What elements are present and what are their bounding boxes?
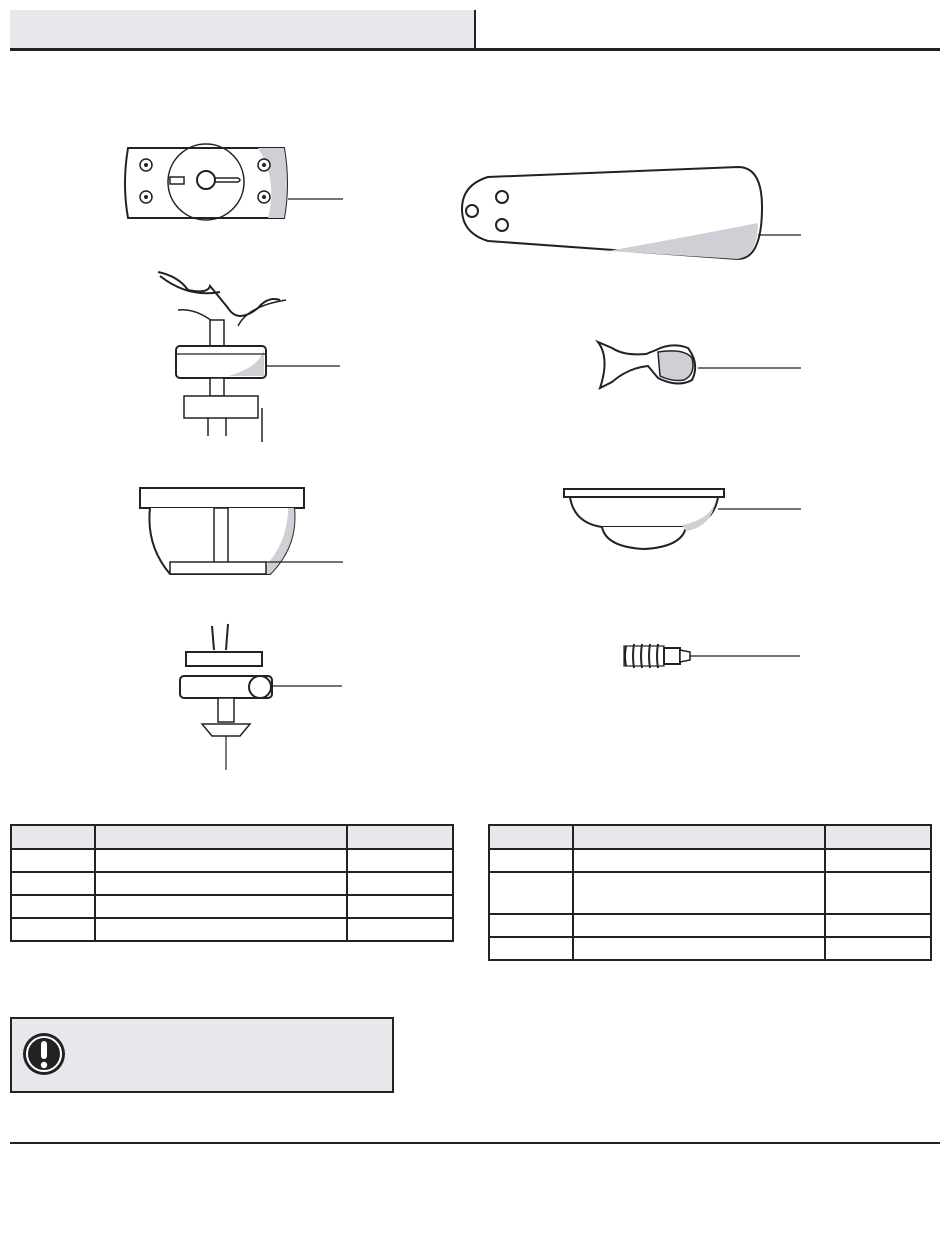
col-quantity — [347, 825, 453, 849]
table-cell — [825, 872, 931, 914]
col-part — [489, 825, 573, 849]
col-description — [573, 825, 826, 849]
table-row — [489, 914, 931, 937]
table-header-row — [11, 825, 453, 849]
table-cell — [573, 937, 826, 960]
table-row — [11, 849, 453, 872]
table-cell — [489, 849, 573, 872]
table-cell — [95, 849, 348, 872]
col-part — [11, 825, 95, 849]
table-cell — [95, 872, 348, 895]
table-cell — [11, 895, 95, 918]
fan-blade-illustration — [458, 163, 806, 263]
table-cell — [489, 872, 573, 914]
table-row — [11, 872, 453, 895]
switch-housing-illustration — [138, 486, 348, 580]
table-cell — [347, 872, 453, 895]
mounting-bracket-illustration — [118, 140, 348, 226]
table-cell — [347, 895, 453, 918]
light-kit-illustration — [162, 620, 348, 778]
blade-arm-illustration — [588, 338, 806, 396]
table-cell — [573, 872, 826, 914]
table-row — [489, 872, 931, 914]
table-cell — [825, 849, 931, 872]
table-header-row — [489, 825, 931, 849]
header-rule — [10, 48, 940, 51]
col-description — [95, 825, 348, 849]
col-quantity — [825, 825, 931, 849]
light-bulb-illustration — [622, 638, 806, 674]
table-cell — [11, 872, 95, 895]
header-divider — [474, 10, 476, 49]
glass-bowl-illustration — [562, 487, 806, 553]
exclamation-icon — [22, 1032, 66, 1076]
motor-assembly-illustration — [148, 268, 348, 446]
table-cell — [347, 918, 453, 941]
table-cell — [95, 918, 348, 941]
parts-table-left — [10, 824, 454, 942]
table-row — [489, 849, 931, 872]
table-cell — [573, 849, 826, 872]
footer-rule — [10, 1142, 940, 1144]
table-row — [489, 937, 931, 960]
table-row — [11, 918, 453, 941]
table-cell — [489, 914, 573, 937]
table-cell — [11, 918, 95, 941]
table-cell — [95, 895, 348, 918]
notice-box — [10, 1017, 394, 1093]
table-cell — [573, 914, 826, 937]
table-cell — [11, 849, 95, 872]
table-cell — [825, 914, 931, 937]
table-row — [11, 895, 453, 918]
table-cell — [489, 937, 573, 960]
table-cell — [347, 849, 453, 872]
parts-table-right — [488, 824, 932, 961]
table-cell — [825, 937, 931, 960]
header-title-band — [10, 10, 474, 48]
